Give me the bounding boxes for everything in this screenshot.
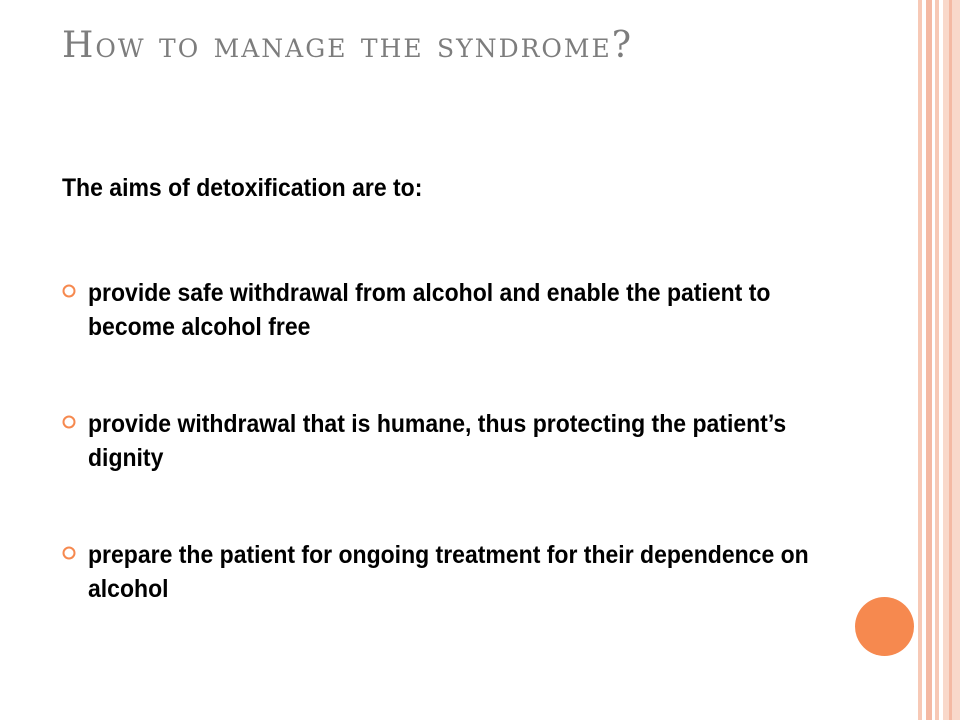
decorative-stripe xyxy=(935,0,939,720)
bullet-text: provide safe withdrawal from alcohol and enable the patient to become alcohol free xyxy=(88,279,771,341)
bullet-item xyxy=(62,276,882,344)
decorative-stripe xyxy=(949,0,952,720)
decorative-stripe xyxy=(926,0,932,720)
bullet-item xyxy=(62,407,882,475)
decorative-stripe xyxy=(918,0,922,720)
bullet-list xyxy=(62,276,882,669)
bullet-text: provide withdrawal that is humane, thus protecting the patient’s dignity xyxy=(88,410,787,472)
bullet-text: prepare the patient for ongoing treatment for their dependence on alcohol xyxy=(88,541,809,603)
bullet-item xyxy=(62,538,882,606)
circle-bullet-icon xyxy=(62,415,76,429)
slide-title: How to manage the syndrome? xyxy=(62,25,634,66)
intro-text: The aims of detoxification are to: xyxy=(62,174,423,202)
circle-bullet-icon xyxy=(62,546,76,560)
circle-bullet-icon xyxy=(62,284,76,298)
